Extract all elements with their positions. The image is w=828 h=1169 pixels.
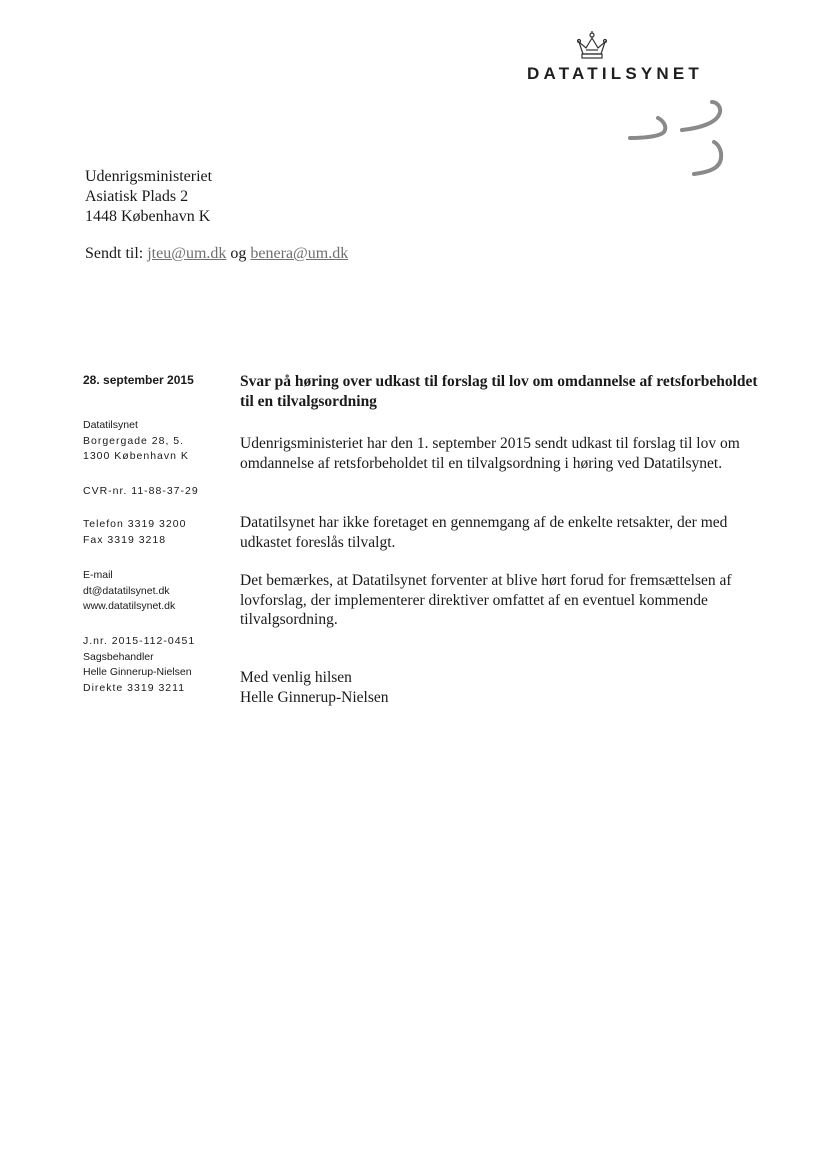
sent-to-conjunction: og — [230, 245, 247, 262]
crown-icon — [575, 30, 609, 60]
recipient-street: Asiatisk Plads 2 — [85, 188, 189, 205]
sender-fax: Fax 3319 3218 — [83, 533, 167, 546]
sender-contact — [83, 517, 186, 548]
logo-wordmark: DATATILSYNET — [527, 64, 703, 83]
email-link-benera[interactable]: benera@um.dk — [250, 245, 349, 262]
letter-subject: Svar på høring over udkast til forslag til lov om omdannelse af retsforbeholdet til en tilvalgsordning — [240, 373, 758, 410]
recipient-address — [85, 167, 212, 227]
sender-website[interactable]: www.datatilsynet.dk — [83, 600, 176, 612]
body-paragraph: Udenrigsministeriet har den 1. september 2015 sendt udkast til forslag til lov om omdannelse af retsforbeholdet til en tilvalgsordning i høring ved Datatilsynet. — [240, 435, 740, 472]
sent-to-line — [85, 245, 348, 263]
body-paragraph: Datatilsynet har ikke foretaget en gennemgang af de enkelte retsakter, der med udkastet foreslås tilvalgt. — [240, 514, 728, 551]
signature-name: Helle Ginnerup-Nielsen — [240, 689, 389, 706]
direct-phone: Direkte 3319 3211 — [83, 681, 186, 694]
sender-org: Datatilsynet — [83, 419, 138, 431]
case-handler-label: Sagsbehandler — [83, 650, 154, 663]
case-handler-name: Helle Ginnerup-Nielsen — [83, 666, 192, 678]
handwritten-mark — [622, 98, 734, 184]
closing-text: Med venlig hilsen — [240, 669, 352, 686]
sender-address — [83, 418, 189, 465]
cvr-number: CVR-nr. 11-88-37-29 — [83, 485, 199, 497]
sender-online — [83, 568, 175, 615]
sender-city: 1300 København K — [83, 450, 189, 462]
recipient-name: Udenrigsministeriet — [85, 168, 213, 185]
journal-number: J.nr. 2015-112-0451 — [83, 635, 196, 647]
recipient-city: 1448 København K — [85, 208, 211, 225]
case-info — [83, 634, 195, 696]
signature-block — [240, 668, 389, 708]
sender-phone: Telefon 3319 3200 — [83, 518, 187, 530]
email-link-jteu[interactable]: jteu@um.dk — [147, 245, 227, 262]
sent-to-label: Sendt til: — [85, 245, 144, 262]
sender-email[interactable]: dt@datatilsynet.dk — [83, 584, 170, 597]
letter-date: 28. september 2015 — [83, 373, 194, 387]
email-label: E-mail — [83, 569, 113, 581]
sender-street: Borgergade 28, 5. — [83, 434, 185, 447]
body-paragraph: Det bemærkes, at Datatilsynet forventer at blive hørt forud for fremsættelsen af lovforslag, der implementerer direktiver omfattet af en eventuel kommende tilvalgsordning. — [240, 572, 732, 628]
